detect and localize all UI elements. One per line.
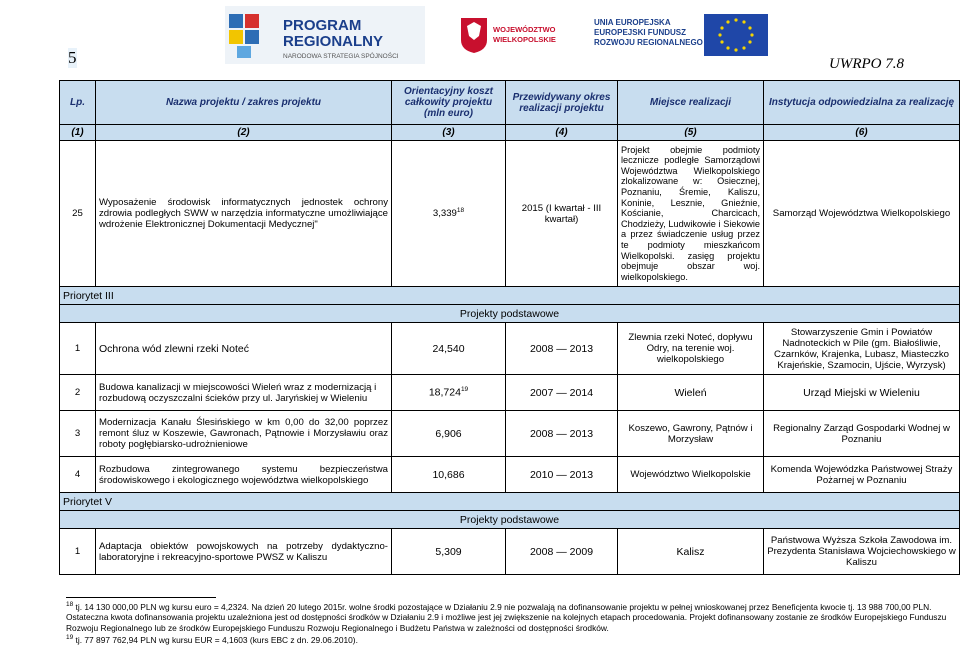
row-period: 2008 — 2009 [506, 529, 618, 575]
period-start: 2007 [529, 386, 554, 399]
row-name: Ochrona wód zlewni rzeki Noteć [96, 323, 392, 375]
row-name: Adaptacja obiektów powojskowych na potrzeby dydaktyczno-laboratoryjne i rekreacyjno-sportowe PWSZ w Kaliszu [96, 529, 392, 575]
column-numbers-row [60, 125, 960, 141]
footnote-mark: 18 [66, 601, 74, 608]
table-row [60, 375, 960, 411]
cost-value: 18,724 [428, 386, 461, 399]
row-cost: 5,309 [392, 529, 506, 575]
row-place: Województwo Wielkopolskie [618, 457, 764, 493]
header-name: Nazwa projektu / zakres projektu [96, 81, 392, 125]
period-start: 2010 [529, 468, 554, 481]
subheader-row [60, 305, 960, 323]
row-institution: Samorząd Województwa Wielkopolskiego [764, 141, 960, 287]
footnote-ref: 19 [460, 386, 469, 394]
row-cost [392, 375, 506, 411]
row-name: Rozbudowa zintegrowanego systemu bezpieczeństwa środowiskowego i ekologicznego województwa wielkopolskiego [96, 457, 392, 493]
header-row [60, 81, 960, 125]
row-lp: 1 [60, 529, 96, 575]
header-institution: Instytucja odpowiedzialna za realizację [764, 81, 960, 125]
row-cost [392, 141, 506, 287]
row-institution: Państwowa Wyższa Szkoła Zawodowa im. Prezydenta Stanisława Wojciechowskiego w Kaliszu [764, 529, 960, 575]
row-institution: Komenda Wojewódzka Państwowej Straży Pożarnej w Poznaniu [764, 457, 960, 493]
footnote-mark: 19 [66, 634, 74, 642]
row-name: Modernizacja Kanału Ślesińskiego w km 0,00 do 32,00 poprzez remont śluz w Koszewie, Gawronach, Pątnowie i Morzysławiu oraz roboty pogłębiarsko-udrożnieniowe [96, 411, 392, 457]
col-number: (1) [60, 125, 96, 141]
eu-erdf-logo [594, 12, 854, 58]
wlkp-line1: WOJEWÓDZTWO [493, 25, 556, 34]
row-institution: Regionalny Zarząd Gospodarki Wodnej w Poznaniu [764, 411, 960, 457]
period-start: 2008 [529, 342, 554, 355]
row-period: 2015 (I kwartał - III kwartał) [506, 141, 618, 287]
priority-label: Priorytet III [60, 287, 960, 305]
subheader-label: Projekty podstawowe [60, 305, 960, 323]
regionalny-text: REGIONALNY [283, 33, 384, 50]
row-lp: 25 [60, 141, 96, 287]
col-number: (5) [618, 125, 764, 141]
period-end: 2013 [569, 342, 594, 355]
footnotes [66, 600, 956, 645]
table-row [60, 411, 960, 457]
row-place: Wieleń [618, 375, 764, 411]
header-lp: Lp. [60, 81, 96, 125]
footnote-text: tj. 14 130 000,00 PLN wg kursu euro = 4,2324. Na dzień 20 lutego 2015r. wolne środki pozostające w Działaniu 2.9 nie pozwalają na dofinansowanie projektu w pełnej wnioskowanej przez Beneficjenta kwocie tj. 13 988 700,00 PLN. Ostateczna kwota dofinansowania projektu uzależniona jest od dostępności środków w Działaniu 2.9 i możliwe jest jej zwiększenie na kolejnych etapach procedowania. Projekt dofinansowany zostanie ze środków Europejskiego Funduszu Rozwoju Regionalnego lub ze środków Europejskiego Funduszu Rozwoju Regionalnego i Budżetu Państwa w zależności od dostępności środków. [66, 601, 947, 633]
eu-line3: ROZWOJU REGIONALNEGO [594, 38, 703, 47]
footnote [66, 600, 956, 633]
period-end: 2014 [569, 386, 594, 399]
priority-row [60, 287, 960, 305]
header-period: Przewidywany okres realizacji projektu [506, 81, 618, 125]
page-number: 5 [68, 48, 77, 67]
col-number: (4) [506, 125, 618, 141]
table-row [60, 457, 960, 493]
row-place: Koszewo, Gawrony, Pątnów i Morzysław [618, 411, 764, 457]
priority-label: Priorytet V [60, 493, 960, 511]
wielkopolskie-logo [457, 14, 567, 54]
subheader-label: Projekty podstawowe [60, 511, 960, 529]
footnote-ref: 18 [456, 207, 465, 215]
row-period: 2008 — 2013 [506, 323, 618, 375]
col-number: (3) [392, 125, 506, 141]
period-start: 2008 [529, 427, 554, 440]
row-cost: 24,540 [392, 323, 506, 375]
row-lp: 1 [60, 323, 96, 375]
row-period: 2007 — 2014 [506, 375, 618, 411]
row-period: 2008 — 2013 [506, 411, 618, 457]
header-place: Miejsce realizacji [618, 81, 764, 125]
footnote [66, 633, 956, 645]
table-row [60, 141, 960, 287]
cost-value: 3,339 [432, 208, 457, 220]
header-cost: Orientacyjny koszt całkowity projektu (mln euro) [392, 81, 506, 125]
eu-line1: UNIA EUROPEJSKA [594, 18, 671, 27]
col-number: (2) [96, 125, 392, 141]
footnote-rule [66, 597, 216, 598]
row-place: Zlewnia rzeki Noteć, dopływu Odry, na terenie woj. wielkopolskiego [618, 323, 764, 375]
subheader-row [60, 511, 960, 529]
row-lp: 4 [60, 457, 96, 493]
period-end: 2009 [569, 545, 594, 558]
program-regionalny-logo [225, 6, 425, 64]
document-code: UWRPO 7.8 [829, 56, 904, 72]
eu-line2: EUROPEJSKI FUNDUSZ [594, 28, 687, 37]
priority-row [60, 493, 960, 511]
row-name: Wyposażenie środowisk informatycznych jednostek ochrony zdrowia podległych SWW w narzędzia informatyczne umożliwiające wdrożenie Elektronicznej Dokumentacji Medycznej" [96, 141, 392, 287]
col-number: (6) [764, 125, 960, 141]
row-name: Budowa kanalizacji w miejscowości Wieleń wraz z modernizacją i rozbudową oczyszczalni ścieków przy ul. Jaryńskiej w Wieleniu [96, 375, 392, 411]
table-row [60, 323, 960, 375]
row-lp: 3 [60, 411, 96, 457]
row-lp: 2 [60, 375, 96, 411]
row-cost: 6,906 [392, 411, 506, 457]
row-period: 2010 — 2013 [506, 457, 618, 493]
period-start: 2008 [529, 545, 554, 558]
period-end: 2013 [569, 427, 594, 440]
program-text: PROGRAM [283, 17, 362, 34]
table-row [60, 529, 960, 575]
period-end: 2013 [569, 468, 594, 481]
row-cost: 10,686 [392, 457, 506, 493]
strategia-text: NARODOWA STRATEGIA SPÓJNOŚCI [283, 53, 399, 60]
footnote-text: tj. 77 897 762,94 PLN wg kursu EUR = 4,1603 (kurs EBC z dn. 29.06.2010). [73, 634, 358, 645]
row-place: Kalisz [618, 529, 764, 575]
row-place: Projekt obejmie podmioty lecznicze podległe Samorządowi Województwa Wielkopolskiego zlokalizowane w: Osiecznej, Poznaniu, Śremie, Kaliszu, Koninie, Lesznie, Gnieźnie, Kościanie, Charcicach, Chodzieży, Ludwikowie i Siekowie a przez świadczenie usług przez te podmioty mieszkańcom Wielkopolski. zasięg projektu obejmuje obszar woj. wielkopolskiego. [618, 141, 764, 287]
wlkp-line2: WIELKOPOLSKIE [493, 35, 556, 44]
projects-table [59, 80, 960, 575]
row-institution: Stowarzyszenie Gmin i Powiatów Nadnoteckich w Pile (gm. Białośliwie, Czarnków, Krajenka, Lubasz, Miasteczko Krajeńskie, Szamocin, Ujście, Wyrzysk) [764, 323, 960, 375]
row-institution: Urząd Miejski w Wieleniu [764, 375, 960, 411]
